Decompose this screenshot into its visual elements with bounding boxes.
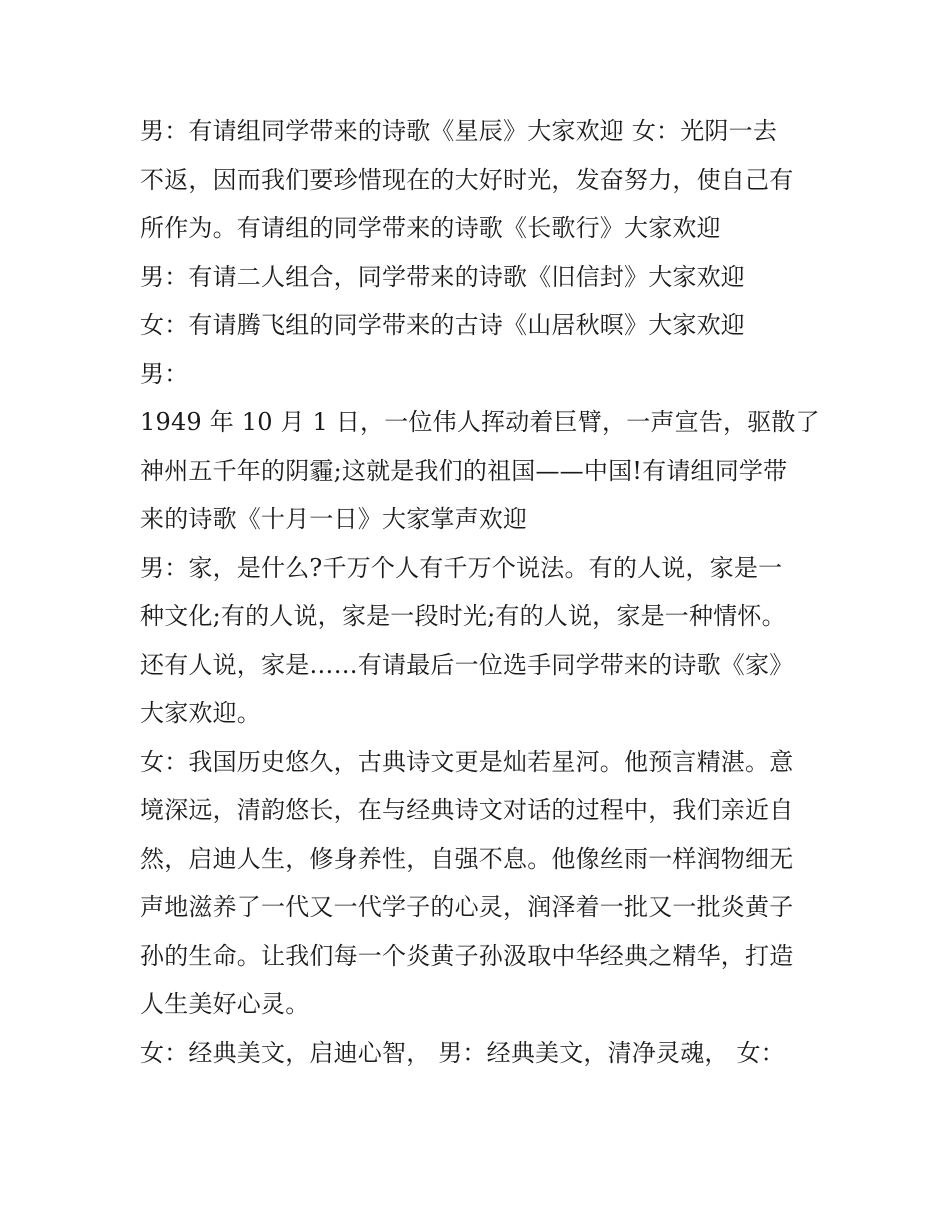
text-line-15: 境深远，清韵悠长，在与经典诗文对话的过程中，我们亲近自	[140, 796, 794, 824]
text-line-1: 男：有请组同学带来的诗歌《星辰》大家欢迎 女：光阴一去	[140, 117, 778, 145]
text-line-11: 种文化;有的人说，家是一段时光;有的人说，家是一种情怀。	[140, 602, 786, 630]
document-page	[140, 107, 820, 1077]
text-line-6: 男：	[140, 359, 189, 388]
text-line-12: 还有人说，家是……有请最后一位选手同学带来的诗歌《家》	[140, 650, 794, 679]
text-line-13: 大家欢迎。	[140, 699, 261, 727]
text-line-18: 孙的生命。让我们每一个炎黄子孙汲取中华经典之精华，打造	[140, 941, 794, 970]
text-line-8: 神州五千年的阴霾;这就是我们的祖国——中国!有请组同学带	[140, 456, 788, 485]
text-line-7: 1949 年 10 月 1 日，一位伟人挥动着巨臂，一声宣告，驱散了	[140, 408, 820, 436]
text-line-10: 男：家，是什么?千万个人有千万个说法。有的人说，家是一	[140, 553, 783, 582]
text-line-9: 来的诗歌《十月一日》大家掌声欢迎	[140, 505, 528, 533]
text-line-14: 女：我国历史悠久，古典诗文更是灿若星河。他预言精湛。意	[140, 747, 794, 776]
text-line-19: 人生美好心灵。	[140, 990, 310, 1018]
text-line-17: 声地滋养了一代又一代学子的心灵，润泽着一批又一批炎黄子	[140, 893, 794, 921]
text-line-4: 男：有请二人组合，同学带来的诗歌《旧信封》大家欢迎	[140, 262, 745, 291]
text-line-5: 女：有请腾飞组的同学带来的古诗《山居秋暝》大家欢迎	[140, 311, 745, 339]
text-line-16: 然，启迪人生，修身养性，自强不息。他像丝雨一样润物细无	[140, 844, 794, 873]
text-line-20: 女：经典美文，启迪心智， 男：经典美文，清净灵魂， 女：	[140, 1038, 785, 1067]
text-line-2: 不返，因而我们要珍惜现在的大好时光，发奋努力，使自己有	[140, 165, 794, 194]
text-line-3: 所作为。有请组的同学带来的诗歌《长歌行》大家欢迎	[140, 214, 721, 242]
